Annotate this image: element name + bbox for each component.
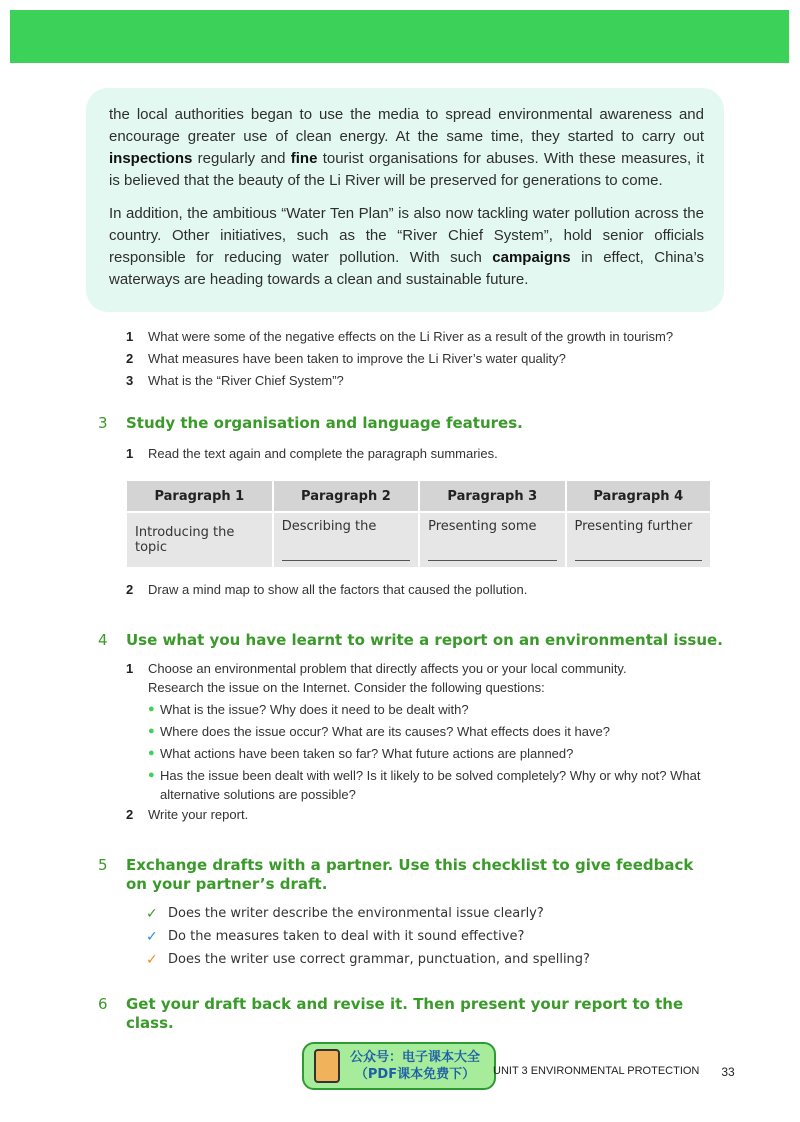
research-questions-list — [148, 700, 720, 807]
section-title: Study the organisation and language features. — [126, 414, 523, 432]
feedback-checklist — [146, 902, 590, 971]
bullet-icon: ● — [148, 703, 155, 715]
question-number: 2 — [126, 350, 134, 366]
table-header: Paragraph 2 — [274, 481, 420, 511]
section-3-heading — [98, 414, 726, 433]
section-number: 4 — [98, 631, 108, 649]
table-header: Paragraph 4 — [567, 481, 710, 511]
answer-blank[interactable] — [428, 560, 556, 561]
table-header: Paragraph 1 — [127, 481, 274, 511]
section-4-heading — [98, 631, 726, 650]
list-item — [148, 766, 720, 804]
section-4-item-1 — [126, 659, 627, 678]
checklist-item — [146, 925, 590, 948]
paragraph-text: the local authorities began to use the media to spread environmental awareness and encourage greater use of clean energy. At the same time, they started to carry out — [109, 106, 704, 145]
section-number: 3 — [98, 414, 108, 432]
answer-blank[interactable] — [575, 560, 702, 561]
table-cell[interactable] — [567, 511, 710, 567]
checklist-item — [146, 902, 590, 925]
watermark-stamp — [302, 1042, 496, 1090]
cell-text: Presenting some — [428, 519, 537, 534]
section-5-heading — [98, 856, 706, 894]
checklist-text: Does the writer describe the environmental issue clearly? — [168, 906, 544, 921]
unit-label: UNIT 3 ENVIRONMENTAL PROTECTION — [493, 1065, 700, 1077]
answer-blank[interactable] — [282, 560, 410, 561]
stamp-line: （PDF课本免费下） — [354, 1067, 476, 1082]
vocabulary-term: campaigns — [492, 249, 571, 266]
item-text: Research the issue on the Internet. Consider the following questions: — [148, 680, 545, 695]
list-item-text: What actions have been taken so far? What future actions are planned? — [160, 746, 574, 761]
section-title: Exchange drafts with a partner. Use this checklist to give feedback on your partner’s draft. — [126, 856, 694, 893]
vocabulary-term: fine — [290, 150, 318, 167]
reading-passage — [86, 88, 724, 312]
list-item — [148, 722, 720, 741]
item-number: 1 — [126, 446, 134, 461]
section-3-item-1 — [126, 444, 498, 463]
section-3-item-2 — [126, 580, 527, 599]
list-item-text: Has the issue been dealt with well? Is it likely to be solved completely? Why or why not? What alternative solutions are possible? — [160, 768, 701, 802]
section-6-heading — [98, 995, 726, 1033]
paragraph-text: tourist organisations for abuses. With these measures, it is believed that the beauty of the Li River will be preserved for generations to come. — [109, 150, 704, 189]
vocabulary-term: inspections — [109, 150, 193, 167]
top-banner — [10, 10, 789, 63]
question-item — [126, 369, 673, 391]
section-title: Use what you have learnt to write a report on an environmental issue. — [126, 631, 723, 649]
cell-text: Introducing the topic — [135, 525, 235, 555]
checkmark-icon: ✓ — [146, 905, 158, 922]
reading-paragraph-2 — [109, 203, 704, 291]
checklist-text: Does the writer use correct grammar, punctuation, and spelling? — [168, 952, 590, 967]
cell-text: Presenting further — [574, 519, 693, 534]
table-cell[interactable] — [420, 511, 566, 567]
checkmark-icon: ✓ — [146, 951, 158, 968]
table-cell[interactable] — [274, 511, 420, 567]
page-footer — [493, 1065, 735, 1079]
stamp-line: 公众号：电子课本大全 — [350, 1050, 481, 1065]
question-text: What is the “River Chief System”? — [148, 372, 344, 388]
question-number: 3 — [126, 372, 134, 388]
item-number: 2 — [126, 807, 134, 822]
paragraph-text: In addition, the ambitious “Water Ten Plan” is also now tackling water pollution across the country. Other initiatives, such as the “River Chief System”, hold senior officials responsible for reducing water pollution. With such — [109, 205, 704, 266]
list-item-text: Where does the issue occur? What are its causes? What effects does it have? — [160, 724, 610, 739]
item-number: 2 — [126, 582, 134, 597]
section-title: Get your draft back and revise it. Then present your report to the class. — [126, 995, 684, 1032]
question-item — [126, 325, 673, 347]
paragraph-text: regularly and — [192, 150, 291, 167]
cell-text: Describing the — [281, 519, 377, 534]
list-item-text: What is the issue? Why does it need to be dealt with? — [160, 702, 469, 717]
stamp-text — [350, 1049, 480, 1083]
bullet-icon: ● — [148, 769, 155, 781]
item-number: 1 — [126, 661, 134, 676]
section-number: 5 — [98, 856, 108, 874]
section-4-item-2 — [126, 805, 248, 824]
paragraph-text: in effect, China’s waterways are heading towards a clean and sustainable future. — [109, 249, 705, 288]
bullet-icon: ● — [148, 725, 155, 737]
book-icon — [314, 1049, 340, 1083]
item-text: Read the text again and complete the paragraph summaries. — [148, 446, 498, 461]
comprehension-questions — [126, 325, 673, 391]
checkmark-icon: ✓ — [146, 928, 158, 945]
bullet-icon: ● — [148, 747, 155, 759]
checklist-item — [146, 948, 590, 971]
section-4-item-1-continued — [148, 678, 545, 697]
reading-paragraph-1 — [109, 104, 704, 192]
question-text: What measures have been taken to improve the Li River’s water quality? — [148, 350, 566, 366]
question-text: What were some of the negative effects on the Li River as a result of the growth in tourism? — [148, 328, 674, 344]
list-item — [148, 700, 720, 719]
question-item — [126, 347, 673, 369]
item-text: Write your report. — [148, 807, 249, 822]
checklist-text: Do the measures taken to deal with it sound effective? — [168, 929, 525, 944]
item-text: Draw a mind map to show all the factors that caused the pollution. — [148, 582, 528, 597]
page-number: 33 — [721, 1065, 735, 1079]
section-number: 6 — [98, 995, 108, 1013]
item-text: Choose an environmental problem that directly affects you or your local community. — [148, 661, 627, 676]
table-header: Paragraph 3 — [420, 481, 566, 511]
table-cell — [127, 511, 274, 567]
question-number: 1 — [126, 328, 134, 344]
list-item — [148, 744, 720, 763]
paragraph-summary-table — [127, 481, 710, 567]
